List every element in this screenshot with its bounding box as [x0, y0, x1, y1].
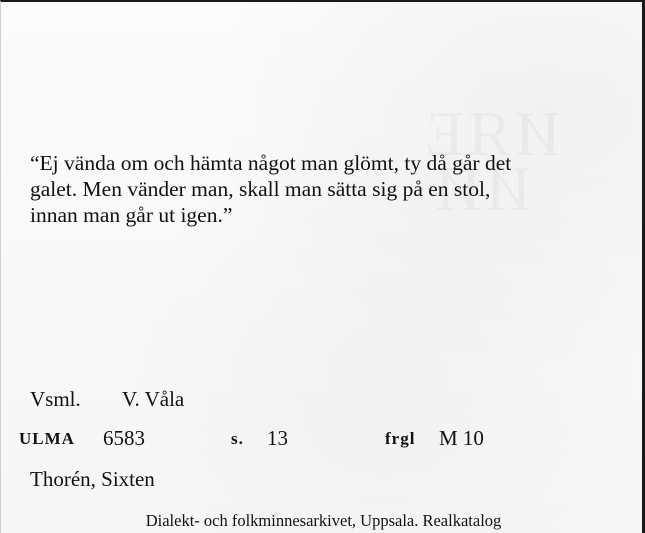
- quote-line: innan man går ut igen.”: [30, 203, 233, 227]
- quote-line: galet. Men vänder man, skall man sätta sig på en stol,: [30, 177, 491, 201]
- ulma-label: ULMA: [19, 429, 75, 448]
- collector-name: Thorén, Sixten: [30, 467, 155, 491]
- ulma-number: 6583: [103, 426, 145, 450]
- questionnaire-label: frgl: [385, 429, 416, 448]
- quote-text: [30, 150, 620, 228]
- quote-line: “Ej vända om och hämta något man glömt, ty då går det: [30, 151, 512, 175]
- archive-footer: Dialekt- och folkminnesarkivet, Uppsala. Realkatalog: [145, 511, 502, 530]
- parish-label: V. Våla: [122, 387, 185, 411]
- page-label: s.: [231, 429, 244, 448]
- questionnaire-number: M 10: [439, 426, 484, 450]
- page-number: 13: [267, 426, 288, 450]
- reference-row: [19, 426, 619, 456]
- region-label: Vsml.: [30, 387, 81, 411]
- place-row: [30, 387, 184, 412]
